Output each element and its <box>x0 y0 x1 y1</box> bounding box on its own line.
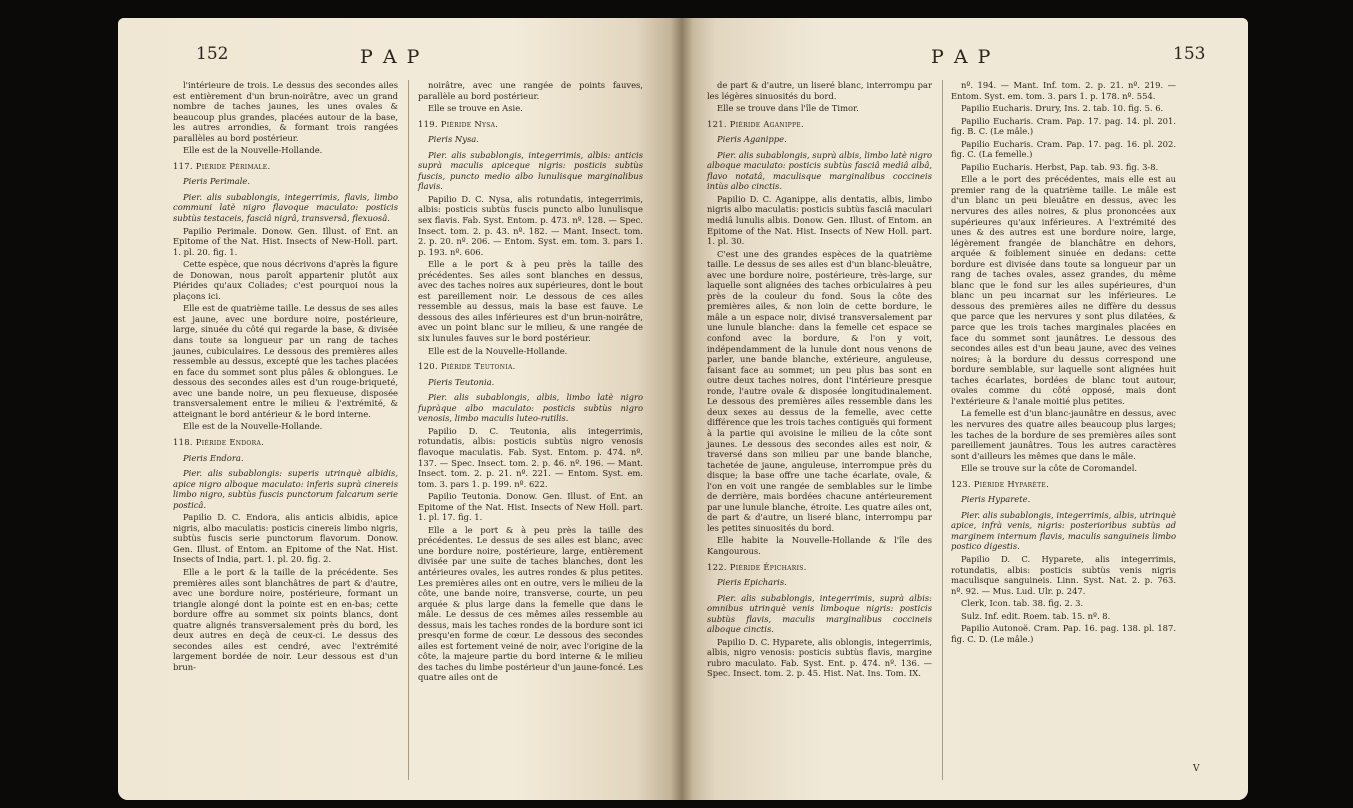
running-head: P A P <box>360 46 422 68</box>
paragraph: Elle a le port & la taille de la précédente. Ses premières ailes sont blanchâtres de part & d'autre, avec une bordure noire, postérieure, formant un triangle alongé dont la pointe est en en-bas; cette bordure offre au sommet six points blancs, dont quatre alignés transversalement près du bord, les deux autres en deçà de ceux-ci. Le dessus des secondes ailes est cendré, avec l'extrémité largement bordée de noir. Leur dessous est d'un brun- <box>173 566 398 672</box>
paragraph: Papilio D. C. Nysa, alis rotundatis, integerrimis, albis: posticis subtùs fuscis puncto albo lunulisque sex flavis. Fab. Syst. Entom. p. 473. nº. 128. — Spec. Insect. tom. 2. p. 43. nº. 182. — Mant. Insect. tom. 2. p. 20. nº. 206. — Entom. Syst. em. tom. 3. pars 1. p. 193. nº. 606. <box>418 193 643 257</box>
page-number: 153 <box>1173 44 1206 64</box>
latin-diagnosis: Pier. alis subablongis, integerrimis, flavis, limbo communi latè nigro flavoque maculato: posticis subtùs testaceis, fasciâ nigrâ, transversâ, flexuosâ. <box>173 191 398 224</box>
text-column-right-1 <box>707 80 932 681</box>
latin-diagnosis: Pier. alis subablongis, suprà albis, limbo latè nigro alboque maculato: posticis subtùs fasciâ mediâ albâ, flavo notatâ, maculisque marginalibus coccineis intùs albo cinctis. <box>707 149 932 192</box>
text-column-right-2 <box>951 80 1176 646</box>
left-page <box>118 18 681 800</box>
latin-diagnosis: Pieris Hyparete. <box>961 494 1031 505</box>
paragraph: La femelle est d'un blanc-jaunâtre en dessus, avec les nervures des quatre ailes beaucoup plus larges; les taches de la bordure de ses premières ailes sont pareillement jaunâtres. Tous les autres caractères sont d'ailleurs les mêmes que dans le mâle. <box>951 408 1176 461</box>
paragraph: Papilio Eucharis. Drury, Ins. 2. tab. 10. fig. 5. 6. <box>961 103 1164 114</box>
page-number: 152 <box>196 44 229 64</box>
paragraph: Elle a le port & à peu près la taille des précédentes. Le dessus de ses ailes est blanc, avec une bordure noire, postérieure, large, entièrement divisée par une suite de taches blanches, dont les antérieures ovales, les autres rondes & plus petites. Les premières ailes ont en outre, vers le milieu de la côte, une bande noire, transverse, courte, un peu arquée & plus large dans la femelle que dans le mâle. Le dessus de ces mêmes ailes ressemble au dessus, mais les taches rondes de la bordure sont ici presqu'en forme de cœur. Le dessous des secondes ailes est fortement veiné de noir, avec l'origine de la côte, la majeure partie du bord interne & le milieu des taches du limbe postérieur d'un jaune-foncé. Les quatre ailes ont de <box>418 524 643 683</box>
right-page <box>681 18 1248 800</box>
paragraph: Sulz. Inf. edit. Roem. tab. 15. nº. 8. <box>961 610 1111 621</box>
paragraph: Clerk, Icon. tab. 38. fig. 2. 3. <box>961 598 1084 609</box>
latin-diagnosis: Pieris Nysa. <box>428 134 479 145</box>
book-gutter <box>671 18 693 800</box>
latin-diagnosis: Pieris Teutonia. <box>428 376 495 387</box>
species-heading: 121. Piéride Aganippe. <box>707 118 804 129</box>
text-column-left-2 <box>418 80 643 685</box>
paragraph: Papilio Teutonia. Donow. Gen. Illust. of Ent. an Epitome of the Nat. Hist. Insects of New Holl. part. 1. pl. 17. fig. 1. <box>418 491 643 523</box>
paragraph: Papilio D. C. Hyparete, alis oblongis, integerrimis, albis, nigro venosis: posticis subtùs flavis, margine rubro maculato. Fab. Syst. Ent. p. 474. nº. 136. — Spec. Insect. tom. 2. p. 45. Hist. Nat. Ins. Tom. IX. <box>707 636 932 679</box>
paragraph: Papilio D. C. Aganippe, alis dentatis, albis, limbo nigris albo maculatis: posticis subtùs fasciâ maculari mediâ lunulis albis. Donow. Gen. Illust. of Entom. an Epitome of the Nat. Hist. Insects of New Holl. part. 1. pl. 30. <box>707 193 932 247</box>
paragraph: de part & d'autre, un liseré blanc, interrompu par les légères sinuosités du bord. <box>707 80 932 101</box>
latin-diagnosis: Pieris Endora. <box>183 452 244 463</box>
paragraph: Elle a le port des précédentes, mais elle est au premier rang de la quatrième taille. Le mâle est d'un blanc un peu bleuâtre en dessus, avec les nervures des ailes noires, & plus prononcées aux supérieures qu'aux inférieures. A l'extrémité des unes & des autres est une bordure noire, large, légèrement frangée de blanchâtre en dehors, arquée & foiblement sinuée en dedans: cette bordure est divisée dans toute sa longueur par un rang de taches ovales, assez grandes, du même blanc que le fond sur les ailes supérieures, d'un blanc un peu incarnat sur les inférieures. Le dessous des premières ailes ne diffère du dessus que parce que les nervures y sont plus dilatées, & parce que les trois taches marginales placées en face du sommet sont jaunâtres. Le dessous des secondes ailes est d'un beau jaune, avec des veines noires; à la bordure du dessus correspond une bordure semblable, sur laquelle sont alignées huit taches écarlates, bordées de blanc tout autour, ovales comme du côté opposé, mais dont l'extérieure & l'anale moitié plus petites. <box>951 174 1176 406</box>
species-heading: 123. Piéride Hyparète. <box>951 478 1050 489</box>
latin-diagnosis: Pieris Perimale. <box>183 176 251 187</box>
latin-diagnosis: Pier. alis subablongis, integerrimis, albis: anticis suprà maculis apiceque nigris: posticis subtùs fuscis, puncto medio albo lunulisque marginalibus flavis. <box>418 149 643 192</box>
paragraph: Papilio Eucharis. Cram. Pap. 17. pag. 16. pl. 202. fig. C. (La femelle.) <box>951 138 1176 160</box>
species-heading: 118. Piéride Endora. <box>173 436 265 447</box>
paragraph: C'est une des grandes espèces de la quatrième taille. Le dessus de ses ailes est d'un blanc-bleuâtre, avec une bordure noire, postérieure, très-large, sur laquelle sont alignées des taches orbiculaires à peu près de la couleur du fond. Sous la côte des premières ailes, & non loin de cette bordure, le mâle a un espace noir, divisé transversalement par une lunule blanche: dans la femelle cet espace se confond avec la bordure, & l'on y voit, indépendamment de la lunule dont nous venons de parler, une bande blanche, extérieure, anguleuse, faisant face au sommet; un peu plus bas sont en outre deux taches noires, dont l'intérieure presque ronde, l'autre ovale & disposée longitudinalement. Le dessous des premières ailes ressemble dans les deux sexes au dessus de la femelle, avec cette différence que les trois taches contiguës qui forment à la partie qui avoisine le milieu de la côte sont jaunes. Le dessous des secondes ailes est noir, & traversé dans son milieu par une bande blanche, tachetée de jaune, anguleuse, interrompue près du disque; la base offre une tache écarlate, ovale, & l'on en voit une rangée de semblables sur le limbe de derrière, mais bordées chacune antérieurement par une lunule blanche, étroite. Les quatre ailes ont, de part & d'autre, un liseré blanc, interrompu par les petites sinuosités du bord. <box>707 248 932 533</box>
paragraph: Papilio Perimale. Donow. Gen. Illust. of Ent. an Epitome of the Nat. Hist. Insects of New-Holl. part. 1. pl. 20. fig. 1. <box>173 225 398 257</box>
signature-mark: V <box>1193 764 1200 774</box>
species-heading: 120. Piéride Teutonia. <box>418 361 516 372</box>
paragraph: Papilio D. C. Teutonia, alis integerrimis, rotundatis, albis: posticis subtùs nigro venosis flavoque maculatis. Fab. Syst. Entom. p. 474. nº. 137. — Spec. Insect. tom. 2. p. 46. nº. 196. — Mant. Insect. tom. 2. p. 21. nº. 221. — Entom. Syst. em. tom. 3. pars 1. p. 199. nº. 622. <box>418 425 643 489</box>
paragraph: Elle est de la Nouvelle-Hollande. <box>183 421 323 432</box>
latin-diagnosis: Pieris Epicharis. <box>717 577 787 588</box>
latin-diagnosis: Pier. alis subablongis, integerrimis, albis, utrinquè apice, infrà venis, nigris: posterioribus subtùs ad marginem internum flavis, maculis sanguineis limbo postico digestis. <box>951 509 1176 552</box>
column-rule <box>408 80 409 780</box>
paragraph: Elle a le port & à peu près la taille des précédentes. Ses ailes sont blanches en dessus, avec des taches noires aux supérieures, dont le bout est pareillement noir. Le dessous de ces ailes ressemble au dessus, mais la base est fauve. Le dessous des ailes inférieures est d'un brun-noirâtre, avec un point blanc sur le milieu, & une rangée de six lunules fauves sur le bord postérieur. <box>418 259 643 344</box>
paragraph: Elle se trouve en Asie. <box>428 103 523 114</box>
paragraph: Papilio Autonoë. Cram. Pap. 16. pag. 138. pl. 187. fig. C. D. (Le mâle.) <box>951 623 1176 644</box>
paragraph: Papilio Eucharis. Cram. Pap. 17. pag. 14. pl. 201. fig. B. C. (Le mâle.) <box>951 115 1176 137</box>
text-column-left-1 <box>173 80 398 674</box>
paragraph: Elle se trouve sur la côte de Coromandel. <box>961 463 1138 474</box>
open-book <box>118 18 1248 800</box>
paragraph: noirâtre, avec une rangée de points fauves, parallèle au bord postérieur. <box>418 80 643 101</box>
paragraph: Elle habite la Nouvelle-Hollande & l'île des Kangourous. <box>707 535 932 556</box>
latin-diagnosis: Pier. alis subablongis, integerrimis, suprà albis: omnibus utrinquè venis limboque nigris: posticis subtùs flavis, maculis marginalibus coccineis alboque cinctis. <box>707 592 932 635</box>
species-heading: 117. Piéride Périmale. <box>173 160 271 171</box>
species-heading: 119. Piéride Nysa. <box>418 118 499 129</box>
latin-diagnosis: Pier. alis subablongis, albis, limbo latè nigro fupràque albo maculato: posticis subtùs nigro venosis, limbo maculis luteo-rutilis. <box>418 392 643 424</box>
column-rule <box>942 80 943 780</box>
latin-diagnosis: Pieris Aganippe. <box>717 134 787 145</box>
paragraph: Papilio D. C. Endora, alis anticis albidis, apice nigris, albo maculatis: posticis cinereis limbo nigris, subtùs fuscis serie punctorum flavorum. Donow. Gen. Illust. of Entom. an Epitome of the Nat. Hist. Insects of India, part. 1. pl. 20. fig. 2. <box>173 512 398 565</box>
latin-diagnosis: Pier. alis subablongis: superis utrinquè albidis, apice nigro alboque maculato: inferis suprà cinereis limbo nigro, subtùs fuscis punctorum falcarum serie posticâ. <box>173 468 398 510</box>
paragraph: Papilio D. C. Hyparete, alis integerrimis, rotundatis, albis: posticis subtùs venis nigris maculisque sanguineis. Linn. Syst. Nat. 2. p. 763. nº. 92. — Mus. Lud. Ulr. p. 247. <box>951 553 1176 596</box>
running-head: P A P <box>931 46 993 68</box>
paragraph: Elle est de quatrième taille. Le dessus de ses ailes est jaune, avec une bordure noire, postérieure, large, sinuée du côté qui regarde la base, & divisée dans toute sa longueur par un rang de taches jaunes, cubiculaires. Le dessous des premières ailes ressemble au dessus, excepté que les taches placées en face du sommet sont plus pâles & oblongues. Le dessous des secondes ailes est d'un rouge-briqueté, avec une bande noire, un peu flexueuse, disposée transversalement entre le milieu & l'extrémité, & atteignant le bord antérieur & le bord interne. <box>173 303 398 419</box>
paragraph: Papilio Eucharis. Herbst, Pap. tab. 93. fig. 3-8. <box>961 161 1159 172</box>
paragraph: Elle se trouve dans l'île de Timor. <box>717 103 859 114</box>
paragraph: nº. 194. — Mant. Inf. tom. 2. p. 21. nº. 219. — Entom. Syst. em. tom. 3. pars 1. p. 178. nº. 554. <box>951 80 1176 101</box>
paragraph: Elle est de la Nouvelle-Hollande. <box>428 345 568 356</box>
species-heading: 122. Piéride Épicharis. <box>707 561 807 572</box>
paragraph: l'intérieure de trois. Le dessus des secondes ailes est entièrement d'un brun-noirâtre, avec un grand nombre de taches jaunes, les unes ovales & beaucoup plus grandes, placées autour de la base, les autres arrondies, & formant trois rangées parallèles au bord postérieur. <box>173 80 398 143</box>
paragraph: Cette espèce, que nous décrivons d'après la figure de Donowan, nous paroît appartenir plutôt aux Piérides qu'aux Coliades; c'est pourquoi nous la plaçons ici. <box>173 259 398 301</box>
paragraph: Elle est de la Nouvelle-Hollande. <box>183 145 323 156</box>
